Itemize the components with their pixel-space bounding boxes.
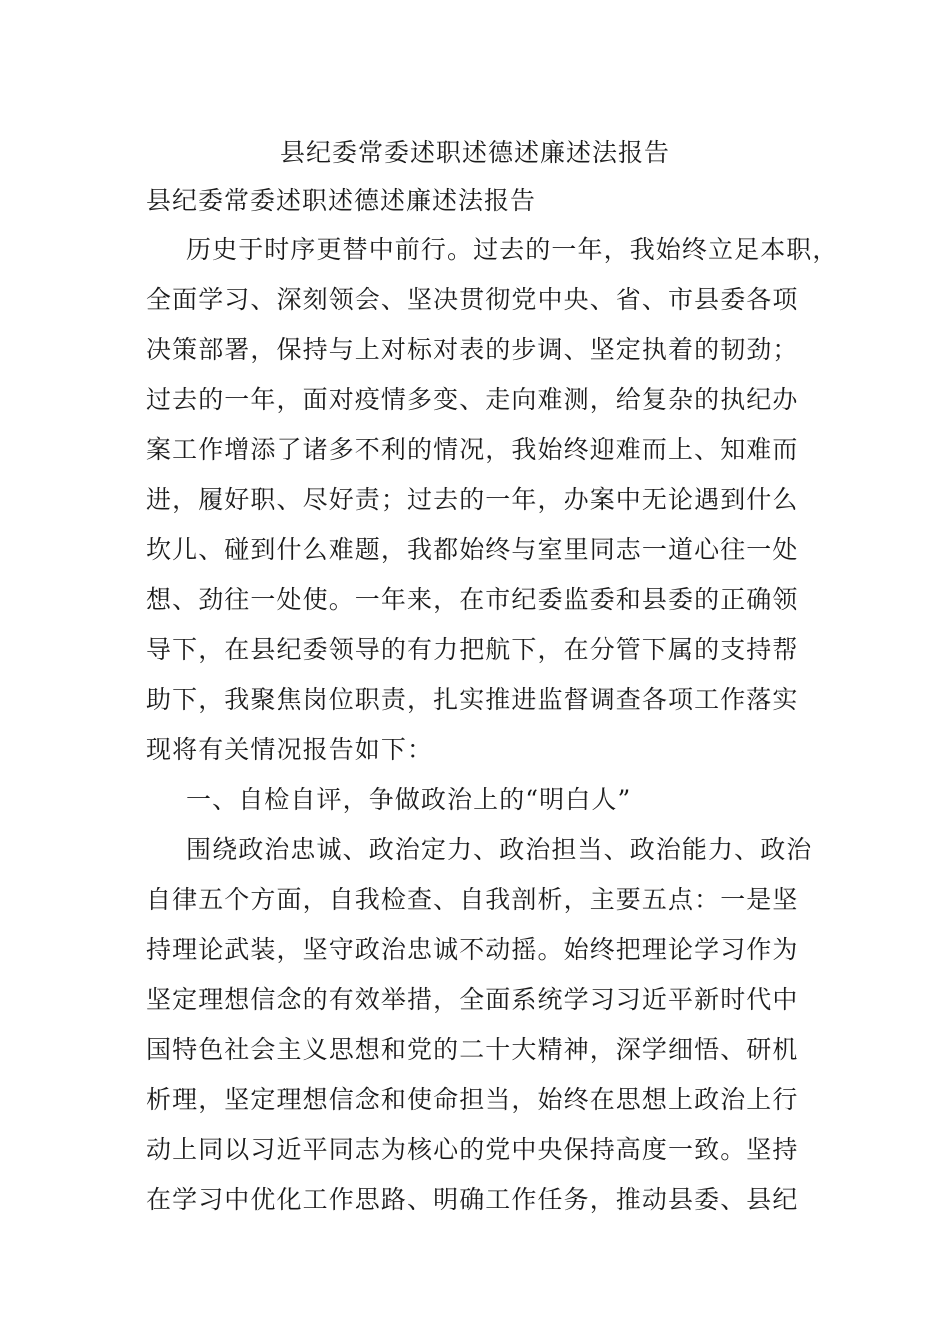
paragraph-line: 过去的一年，面对疫情多变、走向难测，给复杂的执纪办: [146, 385, 799, 414]
paragraph-line: 析理，坚定理想信念和使命担当，始终在思想上政治上行: [146, 1085, 799, 1114]
paragraph-line: 在学习中优化工作思路、明确工作任务，推动县委、县纪: [146, 1185, 799, 1214]
paragraph-line: 助下，我聚焦岗位职责，扎实推进监督调查各项工作落实: [146, 685, 799, 714]
paragraph-line: 动上同以习近平同志为核心的党中央保持高度一致。坚持: [146, 1135, 799, 1164]
paragraph-line: 导下，在县纪委领导的有力把航下，在分管下属的支持帮: [146, 635, 799, 664]
paragraph-line: 坎儿、碰到什么难题，我都始终与室里同志一道心往一处: [146, 535, 799, 564]
paragraph-line: 现将有关情况报告如下：: [146, 735, 434, 764]
paragraph-line: 历史于时序更替中前行。过去的一年，我始终立足本职，: [186, 235, 839, 264]
paragraph-line: 持理论武装，坚守政治忠诚不动摇。始终把理论学习作为: [146, 935, 799, 964]
paragraph-line: 国特色社会主义思想和党的二十大精神，深学细悟、研机: [146, 1035, 799, 1064]
paragraph-line: 决策部署，保持与上对标对表的步调、坚定执着的韧劲；: [146, 335, 799, 364]
paragraph-line: 自律五个方面，自我检查、自我剖析，主要五点：一是坚: [146, 885, 799, 914]
paragraph-line: 全面学习、深刻领会、坚决贯彻党中央、省、市县委各项: [146, 285, 799, 314]
section-heading: 一、自检自评，争做政治上的“明白人”: [186, 785, 632, 814]
paragraph-line: 进，履好职、尽好责；过去的一年，办案中无论遇到什么: [146, 485, 799, 514]
document-subtitle: 县纪委常委述职述德述廉述法报告: [146, 186, 537, 215]
paragraph-line: 坚定理想信念的有效举措，全面系统学习习近平新时代中: [146, 985, 799, 1014]
document-title: 县纪委常委述职述德述廉述法报告: [279, 138, 670, 167]
paragraph-line: 案工作增添了诸多不利的情况，我始终迎难而上、知难而: [146, 435, 799, 464]
paragraph-line: 围绕政治忠诚、政治定力、政治担当、政治能力、政治: [186, 835, 813, 864]
paragraph-line: 想、劲往一处使。一年来，在市纪委监委和县委的正确领: [146, 585, 799, 614]
